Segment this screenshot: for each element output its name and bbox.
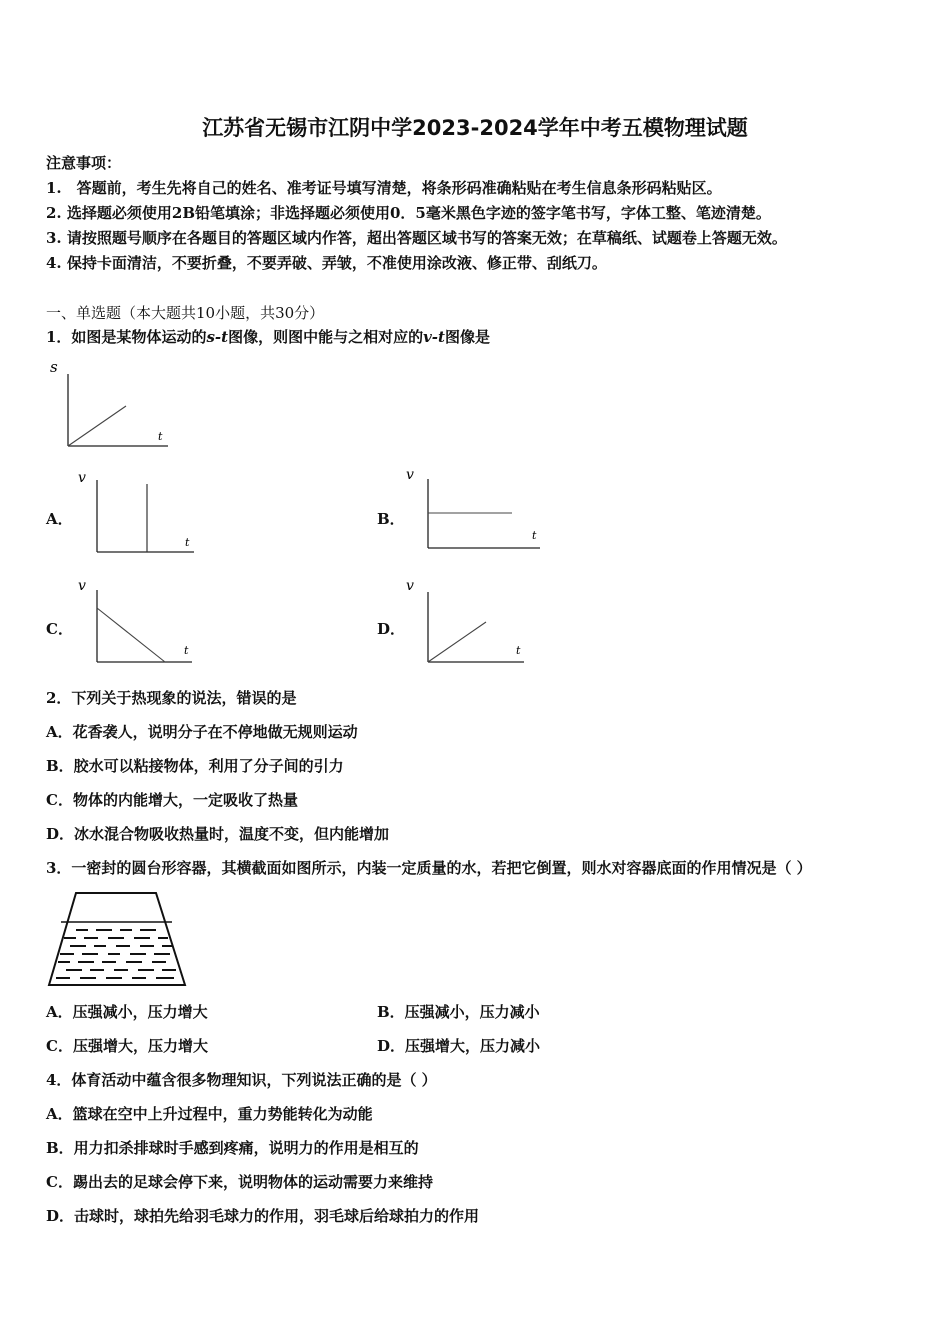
page-title: 江苏省无锡市江阴中学2023-2024学年中考五模物理试题 [202,116,748,140]
notice-item-3: 3. 请按照题号顺序在各题目的答题区域内作答，超出答题区域书写的答案无效；在草稿纸、试题卷上答题无效。 [46,229,787,247]
section-heading: 一、单选题（本大题共10小题，共30分） [46,304,325,322]
vt-d-axis-t-label: t [516,644,521,657]
q1-st-symbol: s-t [206,328,229,346]
q3-option-a: A．压强减小，压力增大 [46,1003,208,1021]
q2-option-d: D．冰水混合物吸收热量时，温度不变，但内能增加 [46,825,390,843]
q1-text-mid: 图像，则图中能与之相对应的 [228,328,424,346]
q1-text-pre: 1．如图是某物体运动的 [46,328,207,346]
vt-graph-d [402,574,532,666]
q1-vt-symbol: v-t [423,328,445,346]
question-4-stem: 4．体育活动中蕴含很多物理知识，下列说法正确的是（ ） [46,1071,437,1089]
q1-option-c-label: C． [46,620,73,638]
q1-option-a-label: A． [46,510,73,528]
vt-graph-a [72,466,202,558]
notice-item-2: 2. 选择题必须使用2B铅笔填涂；非选择题必须使用0．5毫米黑色字迹的签字笔书写，字体工整、笔迹清楚。 [46,204,771,222]
vt-d-increasing-line [428,622,486,662]
vt-a-axis-t-label: t [185,536,190,549]
notice-item-4: 4. 保持卡面清洁，不要折叠，不要弄破、弄皱，不准使用涂改液、修正带、刮纸刀。 [46,254,607,272]
vt-b-axis-t-label: t [532,529,537,542]
vt-c-decreasing-line [97,608,165,662]
vt-d-axis-v-label: v [406,578,414,594]
q1-option-b-label: B． [377,510,405,528]
vt-a-axis-v-label: v [78,470,86,486]
vt-graph-b [402,463,548,555]
q1-option-d-label: D． [377,620,406,638]
q3-option-d: D．压强增大，压力减小 [377,1037,541,1055]
frustum-container-figure [46,890,188,988]
q4-option-c: C．踢出去的足球会停下来，说明物体的运动需要力来维持 [46,1173,433,1191]
st-axis-s-label: s [50,358,58,376]
notice-item-1: 1. 答题前，考生先将自己的姓名、准考证号填写清楚，将条形码准确粘贴在考生信息条形码粘贴区。 [46,179,722,197]
question-1-stem [46,326,490,347]
q2-option-a: A．花香袭人，说明分子在不停地做无规则运动 [46,723,358,741]
q2-option-c: C．物体的内能增大，一定吸收了热量 [46,791,298,809]
vt-c-axis-v-label: v [78,578,86,594]
question-3-stem: 3．一密封的圆台形容器，其横截面如图所示，内装一定质量的水，若把它倒置，则水对容器底面的作用情况是（ ） [46,859,812,877]
question-2-stem: 2．下列关于热现象的说法，错误的是 [46,689,297,707]
q4-option-b: B．用力扣杀排球时手感到疼痛，说明力的作用是相互的 [46,1139,419,1157]
q1-text-post: 图像是 [444,328,490,346]
q4-option-a: A．篮球在空中上升过程中，重力势能转化为动能 [46,1105,373,1123]
st-line [68,406,126,446]
vt-b-axis-v-label: v [406,467,414,483]
q3-option-b: B．压强减小，压力减小 [377,1003,540,1021]
vt-c-axis-t-label: t [184,644,189,657]
notice-heading: 注意事项： [46,154,122,172]
q3-option-c: C．压强增大，压力增大 [46,1037,208,1055]
water-hatching [56,930,176,978]
vt-graph-c [72,574,202,666]
st-axis-t-label: t [158,430,163,443]
q4-option-d: D．击球时，球拍先给羽毛球力的作用，羽毛球后给球拍力的作用 [46,1207,480,1225]
st-graph [40,356,180,456]
q2-option-b: B．胶水可以粘接物体，利用了分子间的引力 [46,757,344,775]
